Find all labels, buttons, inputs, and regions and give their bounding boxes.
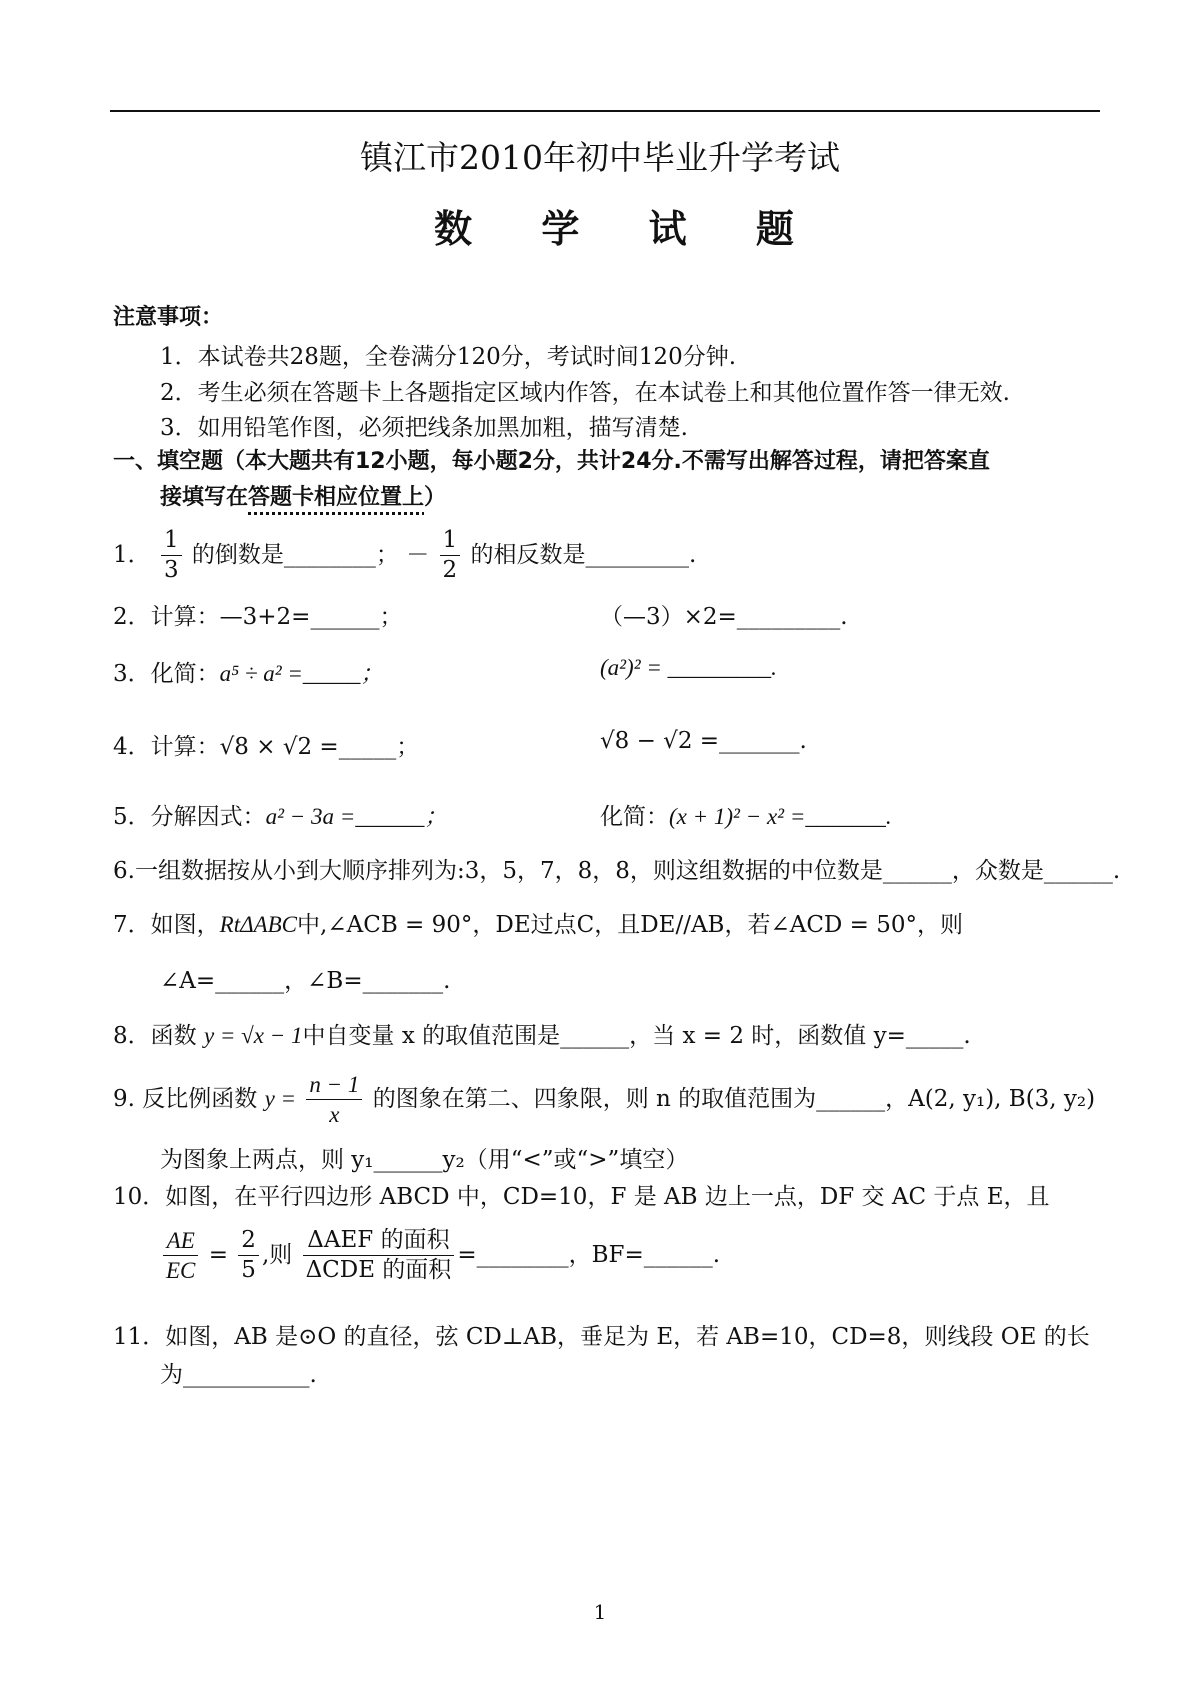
fraction: $\frac{2}{5}$ [238,1228,259,1284]
fraction: $\frac{n - 1}{x}$ [306,1072,362,1128]
question-3-right: (a²)² = _________. [600,655,777,680]
question-4-right: √8 − √2 =_______. [600,728,807,754]
subject-title: 数 学 试 题 [434,207,822,251]
fraction: $\frac{\text{ΔAEF 的面积}}{\text{ΔCDE 的面积}}$ [303,1228,455,1284]
question-8: 8．函数 y = √x − 1中自变量 x 的取值范围是______，当 x = 2 时，函数值 y=_____. [113,1023,971,1049]
note-item: 3．如用铅笔作图，必须把线条加黑加粗，描写清楚. [160,415,688,441]
page-number: 1 [593,1600,607,1624]
question-2-left: 2．计算：—3+2=______； [113,604,403,630]
question-6: 6.一组数据按从小到大顺序排列为:3，5，7，8，8，则这组数据的中位数是______，众数是______. [113,858,1121,884]
notes-heading: 注意事项： [113,305,224,330]
top-rule [110,110,1100,112]
question-9-line2: 为图象上两点，则 y₁______y₂（用“<”或“>”填空） [160,1147,689,1173]
emphasis-dotted: 答题卡相应位置上 [248,485,425,510]
question-7: 7．如图，RtΔABC中,∠ACB = 90°，DE过点C，且DE//AB，若∠ACD = 50°，则 [113,912,964,938]
fraction: $\frac{AE}{EC}$ [163,1228,198,1284]
question-11: 11．如图，AB 是⊙O 的直径，弦 CD⊥AB，垂足为 E，若 AB=10，CD=8，则线段 OE 的长 [113,1324,1090,1350]
question-5-left: 5．分解因式：a² − 3a =______； [113,804,448,830]
question-10-line2: $\frac{AE}{EC}$ = $\frac{2}{5}$ ,则 $\frac{\text{ΔAEF 的面积}}{\text{ΔCDE 的面积}}$ =________，BF=______. [160,1228,720,1284]
question-4-left: 4．计算：√8 × √2 =_____； [113,734,420,760]
question-1: 1． $\frac{1}{3}$ 的倒数是________； － $\frac{1}{2}$ 的相反数是_________. [113,527,697,584]
question-10: 10．如图，在平行四边形 ABCD 中，CD=10，F 是 AB 边上一点，DF 交 AC 于点 E，且 [113,1184,1050,1210]
question-9: 9. 反比例函数 y = $\frac{n - 1}{x}$ 的图象在第二、四象限，则 n 的取值范围为______，A(2, y₁), B(3, y₂) [113,1072,1096,1128]
exam-title: 镇江市2010年初中毕业升学考试 [360,138,840,177]
section-heading: 一、填空题（本大题共有12小题，每小题2分，共计24分.不需写出解答过程，请把答案直 [113,449,990,474]
note-item: 2．考生必须在答题卡上各题指定区域内作答，在本试卷上和其他位置作答一律无效. [160,380,1010,406]
fraction: $\frac{1}{3}$ [161,528,182,584]
question-2-right: （—3）×2=_________. [600,604,848,630]
question-11-line2: 为___________. [160,1362,317,1388]
question-7-line2: ∠A=______，∠B=_______. [160,968,451,994]
fraction: $\frac{1}{2}$ [440,528,461,584]
note-item: 1．本试卷共28题，全卷满分120分，考试时间120分钟. [160,344,737,370]
section-heading-cont: 接填写在答题卡相应位置上） [160,485,447,510]
question-5-right: 化简：(x + 1)² − x² =_______. [600,804,892,830]
question-3-left: 3．化简：a⁵ ÷ a² =_____； [113,661,384,687]
